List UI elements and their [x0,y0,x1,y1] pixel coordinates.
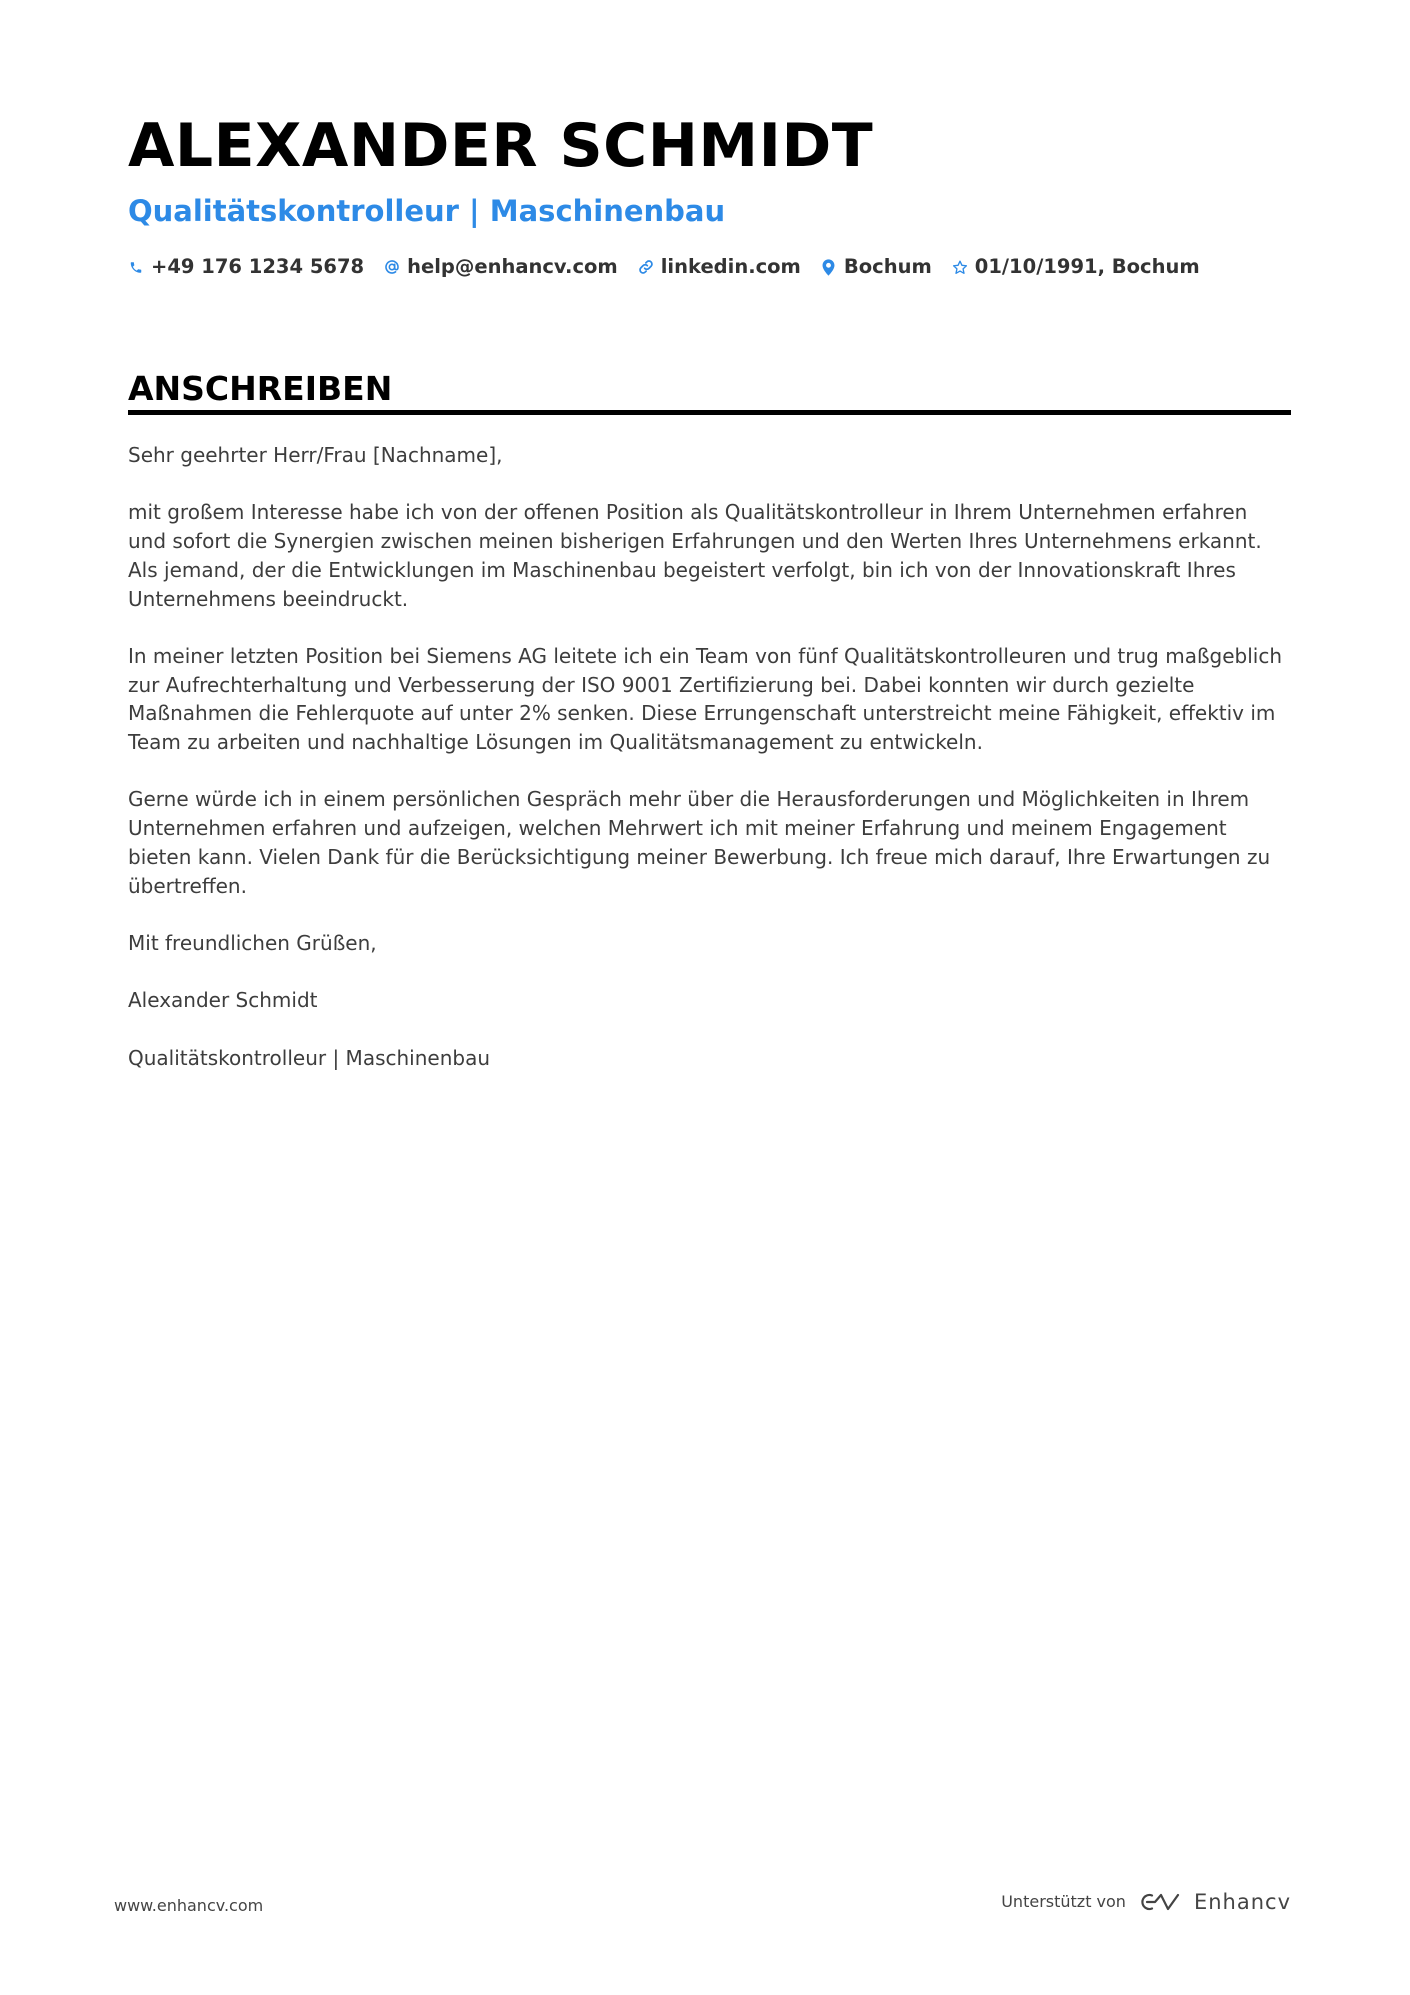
footer-powered-by [1001,1889,1291,1915]
signature-name: Alexander Schmidt [128,988,318,1013]
location-pin-icon [821,258,837,276]
contact-bar [128,254,1220,280]
letter-paragraph-2: In meiner letzten Position bei Siemens AG leitete ich ein Team von fünf Qualitätskontrolleuren und trug maßgeblich zur Aufrechterhaltung und Verbesserung der ISO 9001 Zertifizierung bei. Dabei konnten wir durch gezielte Maßnahmen die Fehlerquote auf unter 2% senken. Diese Errungenschaft unterstreicht meine Fähigkeit, effektiv im Team zu arbeiten und nachhaltige Lösungen im Qualitätsmanagement zu entwickeln. [128,643,1283,754]
contact-phone [128,254,364,280]
birth-value: 01/10/1991, Bochum [974,255,1200,278]
star-icon [952,258,968,276]
letter-paragraph-1: mit großem Interesse habe ich von der offenen Position als Qualitätskontrolleur in Ihrem Unternehmen erfahren und sofort die Synergien zwischen meinen bisherigen Erfahrungen und den Werten Ihres Unternehmens erkannt. Als jemand, der die Entwicklungen im Maschinenbau begeistert verfolgt, bin ich von der Innovationskraft Ihres Unternehmens beeindruckt. [128,500,1262,611]
phone-icon [128,258,144,276]
email-value: help@enhancv.com [407,255,618,278]
enhancv-logo-icon [1138,1891,1182,1913]
footer-website-link[interactable]: www.enhancv.com [114,1896,264,1915]
signature-title: Qualitätskontrolleur | Maschinenbau [128,1045,491,1070]
letter-salutation: Sehr geehrter Herr/Frau [Nachname], [128,443,503,467]
candidate-name: ALEXANDER SCHMIDT [128,111,874,181]
job-title: Qualitätskontrolleur | Maschinenbau [128,194,726,228]
location-value: Bochum [843,255,932,278]
letter-paragraph-3: Gerne würde ich in einem persönlichen Gespräch mehr über die Herausforderungen und Möglichkeiten in Ihrem Unternehmen erfahren und aufzeigen, welchen Mehrwert ich mit meiner Erfahrung und meinem Engagement bieten kann. Vielen Dank für die Berücksichtigung meiner Bewerbung. Ich freue mich darauf, Ihre Erwartungen zu übertreffen. [128,787,1271,898]
powered-by-label: Unterstützt von [1001,1892,1126,1911]
letter-closing: Mit freundlichen Grüßen, [128,930,377,955]
contact-birth [952,254,1200,280]
brand-name: Enhancv [1193,1890,1291,1914]
section-divider [128,410,1291,415]
at-icon [384,258,400,276]
contact-location [821,254,932,280]
letter-body [128,441,1290,1101]
link-icon [638,258,654,276]
phone-value: +49 176 1234 5678 [151,255,365,278]
contact-email [384,254,618,280]
contact-linkedin [638,254,801,280]
linkedin-value: linkedin.com [660,255,801,278]
section-title: ANSCHREIBEN [128,369,393,408]
